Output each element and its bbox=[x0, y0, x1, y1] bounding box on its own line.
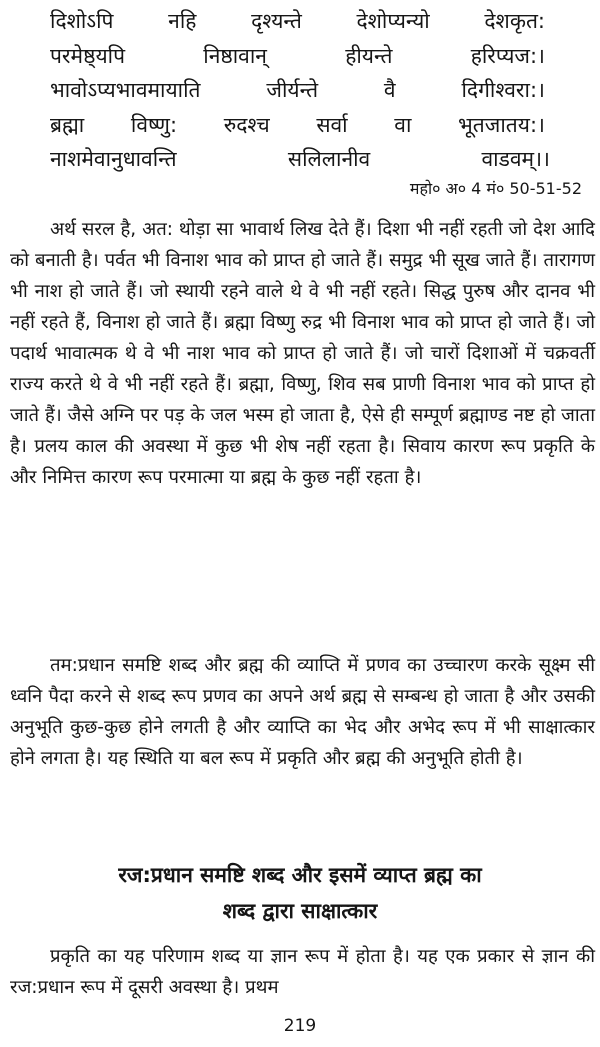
paragraph-meaning-text: अर्थ सरल है, अत: थोड़ा सा भावार्थ लिख देते हैं। दिशा भी नहीं रहती जो देश आदि को बनाती है। पर्वत भी विनाश भाव को प्राप्त हो जाते हैं। समुद्र भी सूख जाते हैं। तारागण भी नाश हो जाते हैं। जो स्थायी रहने वाले थे वे भी नहीं रहते। सिद्ध पुरुष और दानव भी नहीं रहते हैं, विनाश हो जाते हैं। ब्रह्मा विष्णु रुद्र भी विनाश भाव को प्राप्त हो जाते हैं। जो पदार्थ भावात्मक थे वे भी नाश भाव को प्राप्त हो जाते हैं। जो चारों दिशाओं में चक्रवर्ती राज्य करते थे वे भी नहीं रहते हैं। ब्रह्मा, विष्णु, शिव सब प्राणी विनाश भाव को प्राप्त हो जाते हैं। जैसे अग्नि पर पड़ के जल भस्म हो जाता है, ऐसे ही सम्पूर्ण ब्रह्माण्ड नष्ट हो जाता है। प्रलय काल की अवस्था में कुछ भी शेष नहीं रहता है। सिवाय कारण रूप प्रकृति के और निमित्त कारण रूप परमात्मा या ब्रह्म के कुछ नहीं रहता है। bbox=[10, 219, 595, 488]
verse-reference: महो० अ० 4 मं० 50-51-52 bbox=[409, 179, 582, 198]
section-heading-line-1: रज:प्रधान समष्टि शब्द और इसमें व्याप्त ब्रह्म का bbox=[118, 863, 482, 887]
paragraph-tamas-text: तम:प्रधान समष्टि शब्द और ब्रह्म की व्याप्ति में प्रणव का उच्चारण करके सूक्ष्म सी ध्वनि पैदा करने से शब्द रूप प्रणव का अपने अर्थ ब्रह्म से सम्बन्ध हो जाता है और उसकी अनुभूति कुछ-कुछ होने लगती है और व्याप्ति का भेद और अभेद रूप में भी साक्षात्कार होने लगता है। यह स्थिति या बल रूप में प्रकृति और ब्रह्म की अनुभूति होती है। bbox=[10, 655, 595, 769]
verse-line-4: ब्रह्मा विष्णु: रुदश्च सर्वा वा भूतजातय:। bbox=[50, 112, 545, 137]
paragraph-tamas bbox=[10, 650, 595, 774]
verse-line-3: भावोऽप्यभावमायाति जीर्यन्ते वै दिगीश्वरा:। bbox=[50, 78, 545, 102]
sanskrit-verse bbox=[50, 4, 550, 177]
section-heading-line-2: शब्द द्वारा साक्षात्कार bbox=[222, 899, 378, 923]
paragraph-meaning bbox=[10, 214, 595, 493]
paragraph-rajas-text: प्रकृति का यह परिणाम शब्द या ज्ञान रूप में होता है। यह एक प्रकार से ज्ञान की रज:प्रधान रूप में दूसरी अवस्था है। प्रथम bbox=[10, 946, 595, 998]
verse-line-5: नाशमेवानुधावन्ति सलिलानीव वाडवम्।। bbox=[50, 147, 550, 171]
paragraph-rajas bbox=[10, 941, 595, 1003]
page-number: 219 bbox=[283, 1016, 317, 1036]
verse-line-1: दिशोऽपि नहि दृश्यन्ते देशोप्यन्यो देशकृत: bbox=[50, 9, 545, 33]
verse-line-2: परमेष्ठ्यपि निष्ठावान् हीयन्ते हरिप्यज:। bbox=[50, 43, 545, 68]
